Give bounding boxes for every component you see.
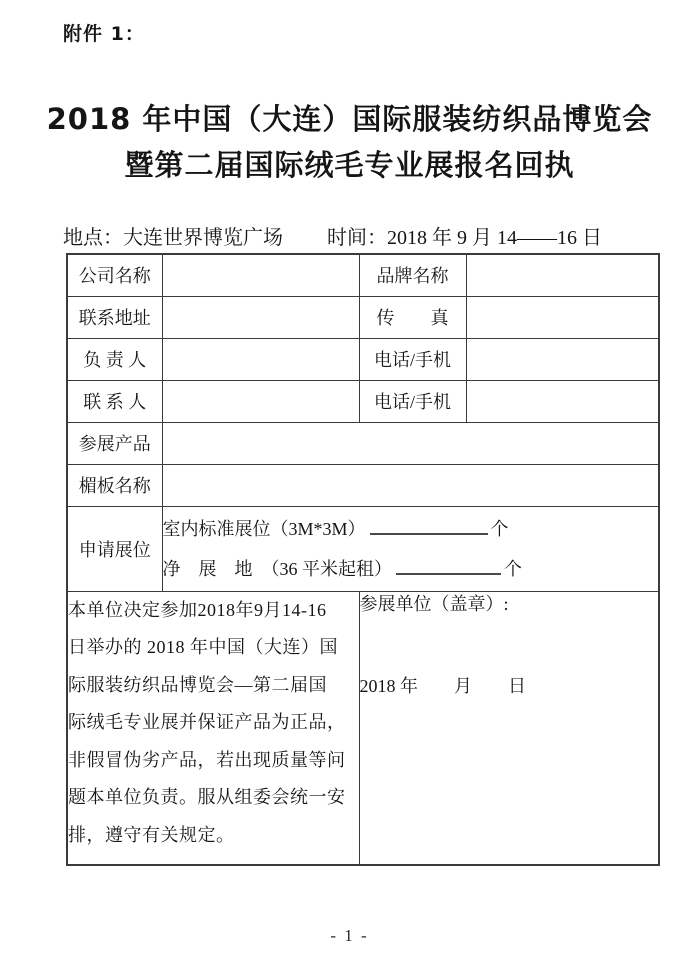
- person-in-charge-input-cell: [162, 338, 359, 380]
- contact-address-label: 联系地址: [67, 296, 162, 338]
- fax-input-cell: [466, 296, 659, 338]
- registration-form-table: [66, 253, 660, 866]
- declaration-line: 题本单位负责。服从组委会统一安: [68, 787, 346, 807]
- booth-application-label: 申请展位: [67, 506, 162, 591]
- table-row-declaration: [67, 591, 659, 865]
- phone-mobile-input-cell: [466, 338, 659, 380]
- standard-booth-text: 室内标准展位（3M*3M）: [162, 518, 366, 539]
- fascia-name-label: 楣板名称: [67, 464, 162, 506]
- venue-text: 地点：大连世界博览广场: [63, 227, 283, 249]
- raw-space-unit: 个: [504, 558, 522, 579]
- title-line-2: 暨第二届国际绒毛专业展报名回执: [124, 148, 575, 182]
- exhibit-products-label: 参展产品: [67, 422, 162, 464]
- title-line-1: 2018 年中国（大连）国际服装纺织品博览会: [46, 102, 653, 136]
- standard-booth-unit: 个: [490, 518, 509, 539]
- time-text: 时间：2018 年 9 月 14——16 日: [327, 227, 602, 249]
- table-row-booth-application: [67, 506, 659, 591]
- table-row-fascia-name: [67, 464, 659, 506]
- declaration-line: 非假冒伪劣产品，若出现质量等问: [68, 749, 346, 770]
- brand-name-input-cell: [466, 254, 659, 296]
- exhibit-products-input-cell: [162, 422, 659, 464]
- fill-in-blank: [370, 530, 488, 535]
- table-row-company-brand: [67, 254, 659, 296]
- company-name-label: 公司名称: [67, 254, 162, 296]
- stamp-label: 参展单位（盖章）:: [359, 593, 509, 614]
- stamp-cell: [359, 591, 659, 865]
- phone-mobile-input-cell-2: [466, 380, 659, 422]
- standard-booth-option: [163, 509, 659, 549]
- table-row-exhibit-products: [67, 422, 659, 464]
- booth-options-cell: [162, 506, 659, 591]
- declaration-line: 本单位决定参加2018年9月14-16: [68, 599, 327, 620]
- venue-time-line: [63, 221, 602, 250]
- table-row-contact-person: [67, 380, 659, 422]
- declaration-line: 际服装纺织品博览会—第二届国: [68, 674, 327, 695]
- declaration-line: 排，遵守有关规定。: [68, 824, 235, 845]
- company-name-input-cell: [162, 254, 359, 296]
- table-row-address-fax: [67, 296, 659, 338]
- contact-person-input-cell: [162, 380, 359, 422]
- fill-in-blank: [396, 570, 501, 575]
- declaration-line: 际绒毛专业展并保证产品为正品，: [68, 712, 346, 732]
- contact-address-input-cell: [162, 296, 359, 338]
- attachment-label: 附件 1：: [63, 23, 145, 45]
- fascia-name-input-cell: [162, 464, 659, 506]
- raw-space-text: 净 展 地 （36 平米起租）: [162, 558, 392, 579]
- declaration-cell: [67, 591, 359, 865]
- person-in-charge-label: 负 责 人: [67, 338, 162, 380]
- raw-space-option: [163, 549, 659, 589]
- contact-person-label: 联 系 人: [67, 380, 162, 422]
- page-number: - 1 -: [330, 926, 369, 945]
- table-row-person-in-charge: [67, 338, 659, 380]
- fax-label: 传 真: [359, 296, 466, 338]
- phone-mobile-label: 电话/手机: [359, 338, 466, 380]
- date-line: 2018 年 月 日: [359, 675, 526, 696]
- declaration-line: 日举办的 2018 年中国（大连）国: [68, 637, 338, 657]
- phone-mobile-label-2: 电话/手机: [359, 380, 466, 422]
- brand-name-label: 品牌名称: [359, 254, 466, 296]
- document-title: [0, 96, 699, 188]
